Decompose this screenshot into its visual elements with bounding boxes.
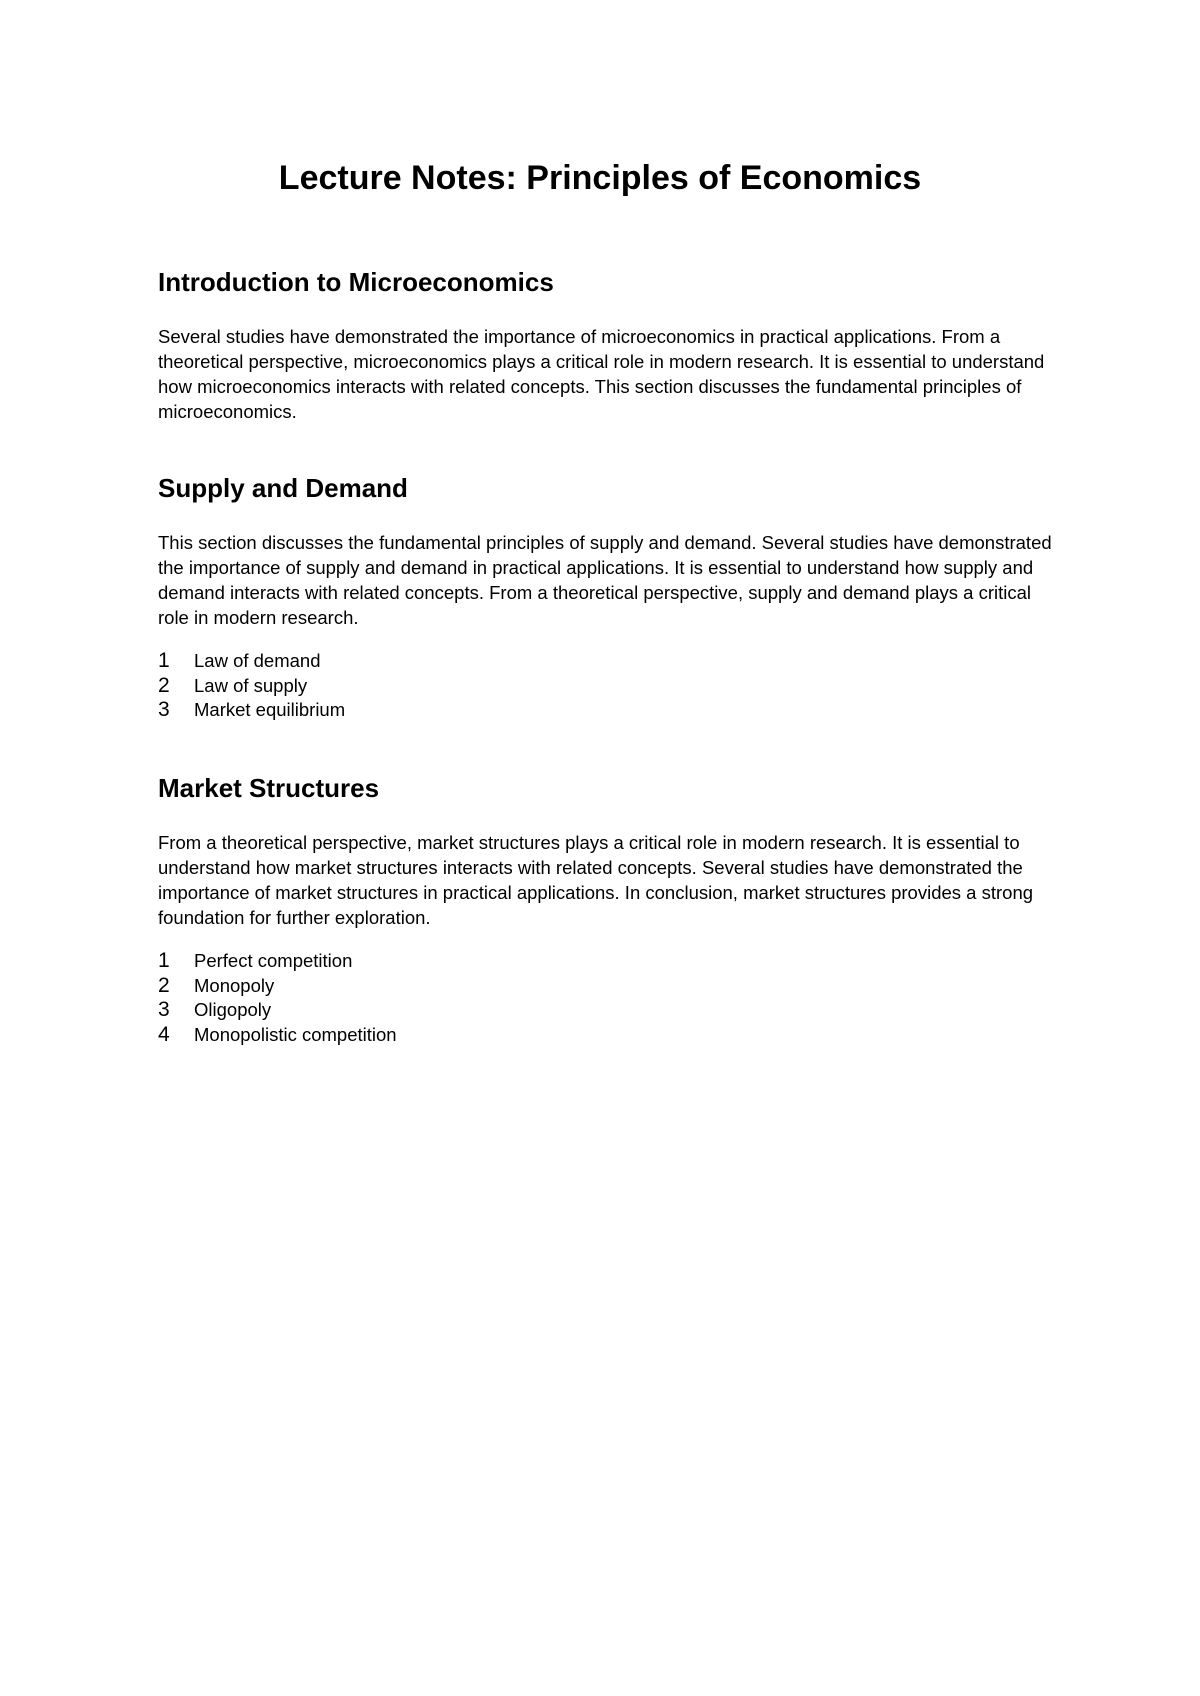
section-heading: Market Structures (158, 773, 380, 803)
list-item-text: Market equilibrium (194, 699, 346, 720)
page-title: Lecture Notes: Principles of Economics (278, 159, 922, 197)
list-item-number: 1 (158, 649, 170, 672)
list-item-text: Monopoly (194, 974, 275, 996)
list-item-number: 3 (158, 698, 170, 721)
section-paragraph: From a theoretical perspective, market structures plays a critical role in modern research. It is essential to understand how market structures interacts with related concepts. Several studies have demonstrated the importance of market structures in practical applications. In conclusion, market structures provides a strong foundation for further exploration. (158, 832, 1034, 928)
list-item (158, 949, 1058, 974)
list-item-number: 2 (158, 673, 170, 697)
list-item-text: Oligopoly (194, 999, 272, 1020)
list-item (158, 698, 1058, 723)
list-item (158, 974, 1058, 999)
list-item (158, 1023, 1058, 1048)
list-item-text: Perfect competition (194, 950, 353, 971)
section-paragraph: This section discusses the fundamental principles of supply and demand. Several studies have demonstrated the importance of supply and demand in practical applications. It is essential to understand how supply and demand interacts with related concepts. From a theoretical perspective, supply and demand plays a critical role in modern research. (158, 532, 1052, 628)
list-item-text: Law of demand (194, 650, 321, 671)
section-heading: Introduction to Microeconomics (158, 267, 554, 297)
list-item-number: 1 (158, 949, 170, 972)
list-item (158, 674, 1058, 699)
section-market-structures (158, 772, 1058, 1047)
section-paragraph: Several studies have demonstrated the importance of microeconomics in practical applications. From a theoretical perspective, microeconomics plays a critical role in modern research. It is essential to understand how microeconomics interacts with related concepts. This section discusses the fundamental principles of microeconomics. (158, 326, 1045, 422)
list-item-number: 3 (158, 998, 170, 1021)
numbered-list (158, 949, 1058, 1047)
section-introduction-to-microeconomics (158, 266, 1058, 424)
section-heading: Supply and Demand (158, 473, 408, 503)
list-item-text: Law of supply (194, 674, 308, 696)
list-item-text: Monopolistic competition (194, 1023, 397, 1045)
list-item (158, 649, 1058, 674)
numbered-list (158, 649, 1058, 723)
list-item (158, 998, 1058, 1023)
list-item-number: 2 (158, 973, 170, 997)
section-supply-and-demand (158, 472, 1058, 723)
list-item-number: 4 (158, 1022, 170, 1046)
